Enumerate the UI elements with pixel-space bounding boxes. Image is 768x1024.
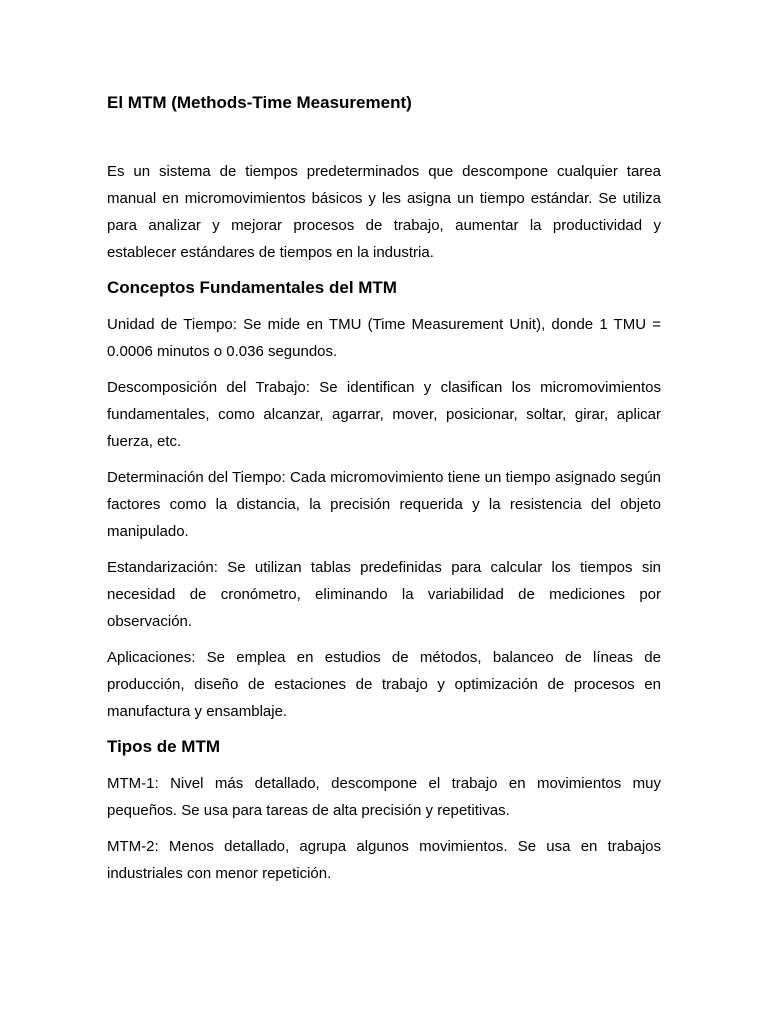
section-heading-conceptos: Conceptos Fundamentales del MTM bbox=[107, 278, 397, 297]
paragraph-descomposicion: Descomposición del Trabajo: Se identifican y clasifican los micromovimientos fundamentales, como alcanzar, agarrar, mover, posicionar, soltar, girar, aplicar fuerza, etc. bbox=[107, 379, 661, 450]
paragraph-mtm-2: MTM-2: Menos detallado, agrupa algunos movimientos. Se usa en trabajos industriales con menor repetición. bbox=[107, 838, 661, 882]
document-title: El MTM (Methods-Time Measurement) bbox=[107, 93, 412, 112]
paragraph-determinacion: Determinación del Tiempo: Cada micromovimiento tiene un tiempo asignado según factores como la distancia, la precisión requerida y la resistencia del objeto manipulado. bbox=[107, 469, 661, 540]
intro-paragraph: Es un sistema de tiempos predeterminados que descompone cualquier tarea manual en micromovimientos básicos y les asigna un tiempo estándar. Se utiliza para analizar y mejorar procesos de trabajo, aumentar la productividad y establecer estándares de tiempos en la industria. bbox=[107, 163, 661, 261]
paragraph-unidad-de-tiempo: Unidad de Tiempo: Se mide en TMU (Time Measurement Unit), donde 1 TMU = 0.0006 minutos o 0.036 segundos. bbox=[107, 316, 661, 360]
paragraph-aplicaciones: Aplicaciones: Se emplea en estudios de métodos, balanceo de líneas de producción, diseño de estaciones de trabajo y optimización de procesos en manufactura y ensamblaje. bbox=[107, 649, 661, 720]
section-heading-tipos: Tipos de MTM bbox=[107, 737, 221, 756]
paragraph-estandarizacion: Estandarización: Se utilizan tablas predefinidas para calcular los tiempos sin necesidad de cronómetro, eliminando la variabilidad de mediciones por observación. bbox=[107, 559, 661, 630]
paragraph-mtm-1: MTM-1: Nivel más detallado, descompone el trabajo en movimientos muy pequeños. Se usa para tareas de alta precisión y repetitivas. bbox=[107, 775, 661, 819]
document-body bbox=[107, 158, 661, 896]
